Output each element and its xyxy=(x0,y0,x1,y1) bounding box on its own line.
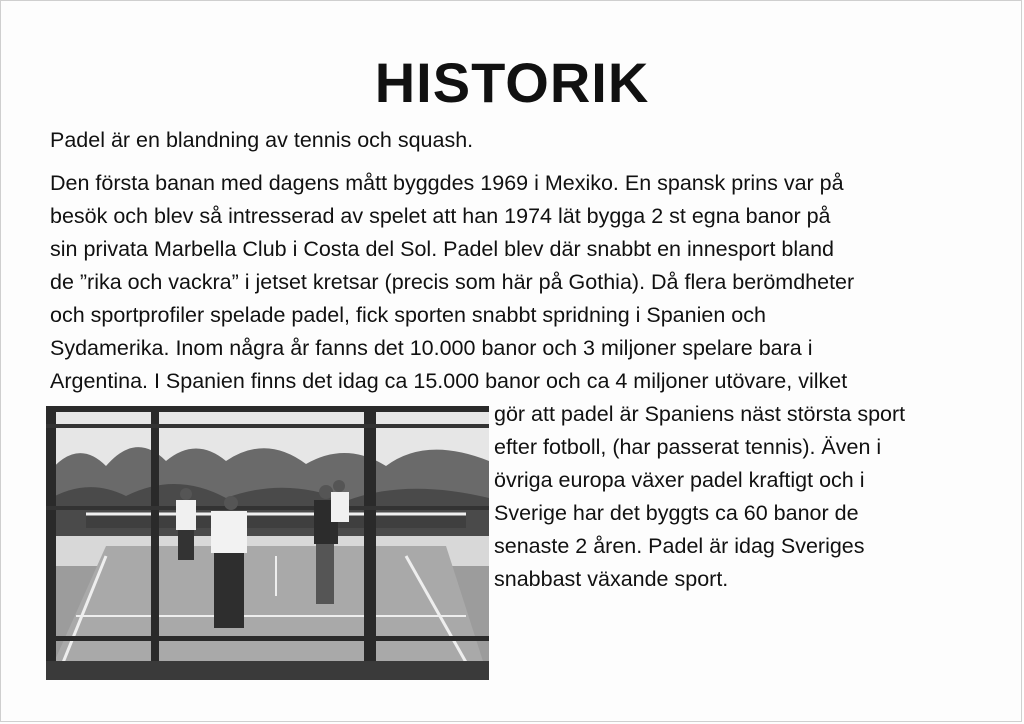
body-line: Den första banan med dagens mått byggdes 1969 i Mexiko. En spansk prins var på xyxy=(50,171,844,195)
body-line: Argentina. I Spanien finns det idag ca 15.000 banor och ca 4 miljoner utövare, vilket xyxy=(50,369,848,393)
body-line: de ”rika och vackra” i jetset kretsar (precis som här på Gothia). Då flera berömdheter xyxy=(50,270,855,294)
padel-photo-drawing xyxy=(46,406,489,680)
body-line: Sydamerika. Inom några år fanns det 10.000 banor och 3 miljoner spelare bara i xyxy=(50,336,813,360)
padel-court-photo xyxy=(46,406,489,680)
body-line: gör att padel är Spaniens näst största sport xyxy=(494,402,906,426)
body-line: övriga europa växer padel kraftigt och i xyxy=(494,468,865,492)
page-title: HISTORIK xyxy=(374,51,650,114)
body-line: sin privata Marbella Club i Costa del Sol. Padel blev där snabbt en innesport bland xyxy=(50,237,835,261)
intro-paragraph: Padel är en blandning av tennis och squash. xyxy=(50,128,474,152)
body-line: besök och blev så intresserad av spelet att han 1974 lät bygga 2 st egna banor på xyxy=(50,204,831,228)
body-line: efter fotboll, (har passerat tennis). Även i xyxy=(494,435,882,459)
body-line: och sportprofiler spelade padel, fick sporten snabbt spridning i Spanien och xyxy=(50,303,766,327)
body-line: snabbast växande sport. xyxy=(494,567,729,591)
body-line: senaste 2 åren. Padel är idag Sveriges xyxy=(494,534,865,558)
body-line: Sverige har det byggts ca 60 banor de xyxy=(494,501,859,525)
